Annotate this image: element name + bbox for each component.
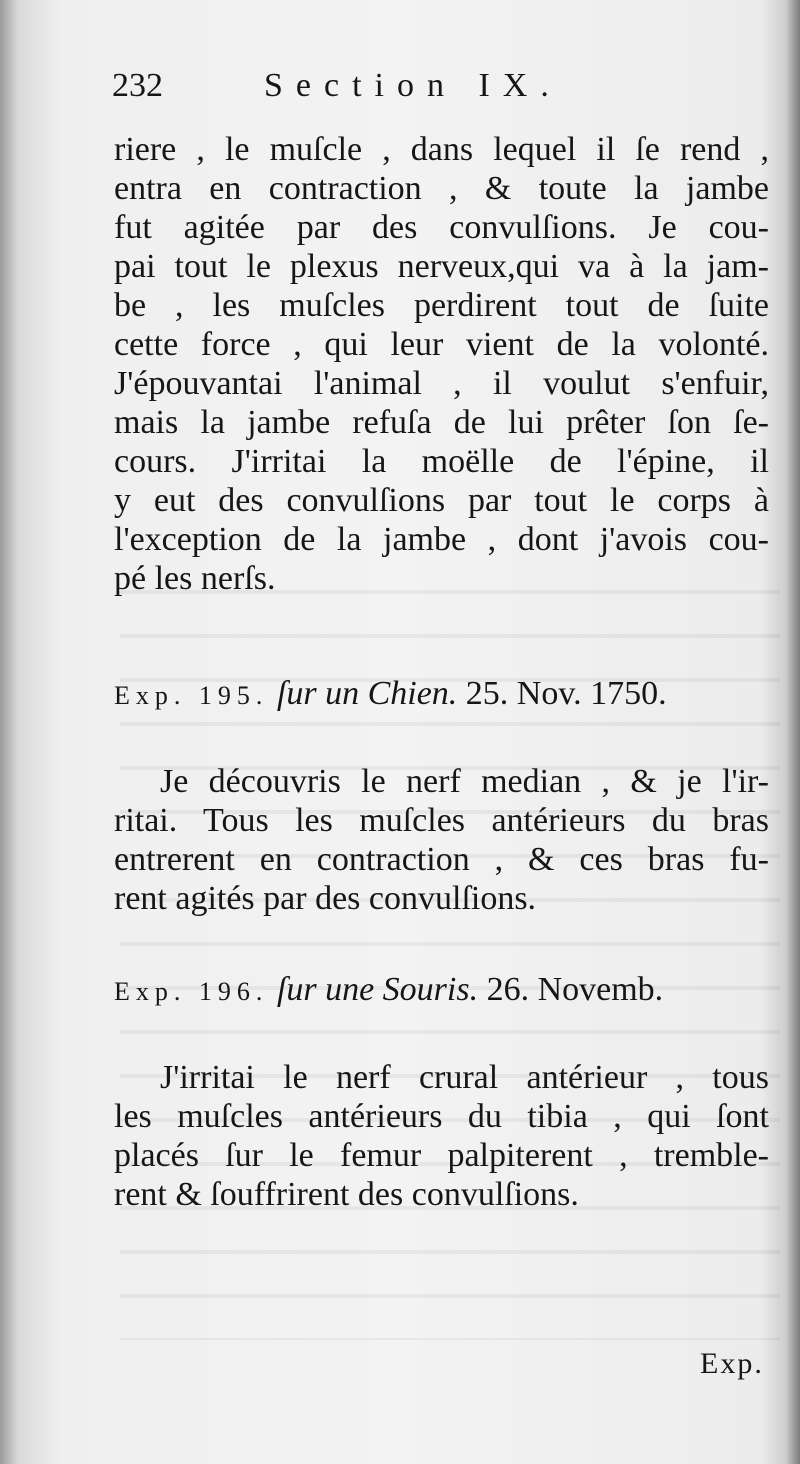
- text-line: be , les muſcles perdirent tout de ſuite: [114, 287, 769, 324]
- catchword: Exp.: [700, 1347, 764, 1380]
- text-line: entrerent en contraction , & ces bras fu-: [114, 841, 769, 878]
- experiment-subject: ſur une Souris.: [276, 971, 479, 1008]
- text-line: ritai. Tous les muſcles antérieurs du bras: [114, 802, 769, 839]
- text-line: pé les nerſs.: [114, 560, 276, 597]
- running-header: [112, 66, 662, 106]
- page-number: 232: [112, 67, 163, 104]
- text-line: pai tout le plexus nerveux,qui va à la jam-: [114, 248, 769, 285]
- text-line: entra en contraction , & toute la jambe: [114, 170, 769, 207]
- text-line: fut agitée par des convulſions. Je cou-: [114, 209, 769, 246]
- experiment-date: 25. Nov. 1750.: [465, 675, 667, 712]
- text-line: cours. J'irritai la moëlle de l'épine, il: [114, 443, 769, 480]
- paragraph-1: [114, 130, 769, 598]
- text-line: Je découvris le nerf median , & je l'ir-: [160, 763, 769, 800]
- text-line: rent & ſouffrirent des convulſions.: [114, 1176, 579, 1213]
- experiment-196-heading: [114, 970, 769, 1010]
- text-line: cette force , qui leur vient de la volonté.: [114, 326, 769, 363]
- text-line: J'irritai le nerf crural antérieur , tous: [160, 1059, 769, 1096]
- text-line: rent agités par des convulſions.: [114, 880, 537, 917]
- text-line: mais la jambe refuſa de lui prêter ſon ſe-: [114, 404, 769, 441]
- text-line: J'épouvantai l'animal , il voulut s'enfuir,: [114, 365, 769, 402]
- text-line: y eut des convulſions par tout le corps à: [114, 482, 769, 519]
- text-line: les muſcles antérieurs du tibia , qui ſont: [114, 1098, 769, 1135]
- text-line: riere , le muſcle , dans lequel il ſe rend ,: [114, 131, 769, 168]
- experiment-label: Exp. 196.: [114, 977, 269, 1006]
- text-line: placés ſur le femur palpiterent , tremble-: [114, 1137, 769, 1174]
- section-title: Section IX.: [264, 67, 562, 104]
- paragraph-2: [114, 762, 769, 918]
- paragraph-3: [114, 1058, 769, 1214]
- experiment-subject: ſur un Chien.: [276, 675, 458, 712]
- page-edge-shadow: [786, 0, 800, 1464]
- text-line: l'exception de la jambe , dont j'avois cou-: [114, 521, 769, 558]
- experiment-label: Exp. 195.: [114, 681, 269, 710]
- experiment-195-heading: [114, 674, 769, 714]
- experiment-date: 26. Novemb.: [486, 971, 664, 1008]
